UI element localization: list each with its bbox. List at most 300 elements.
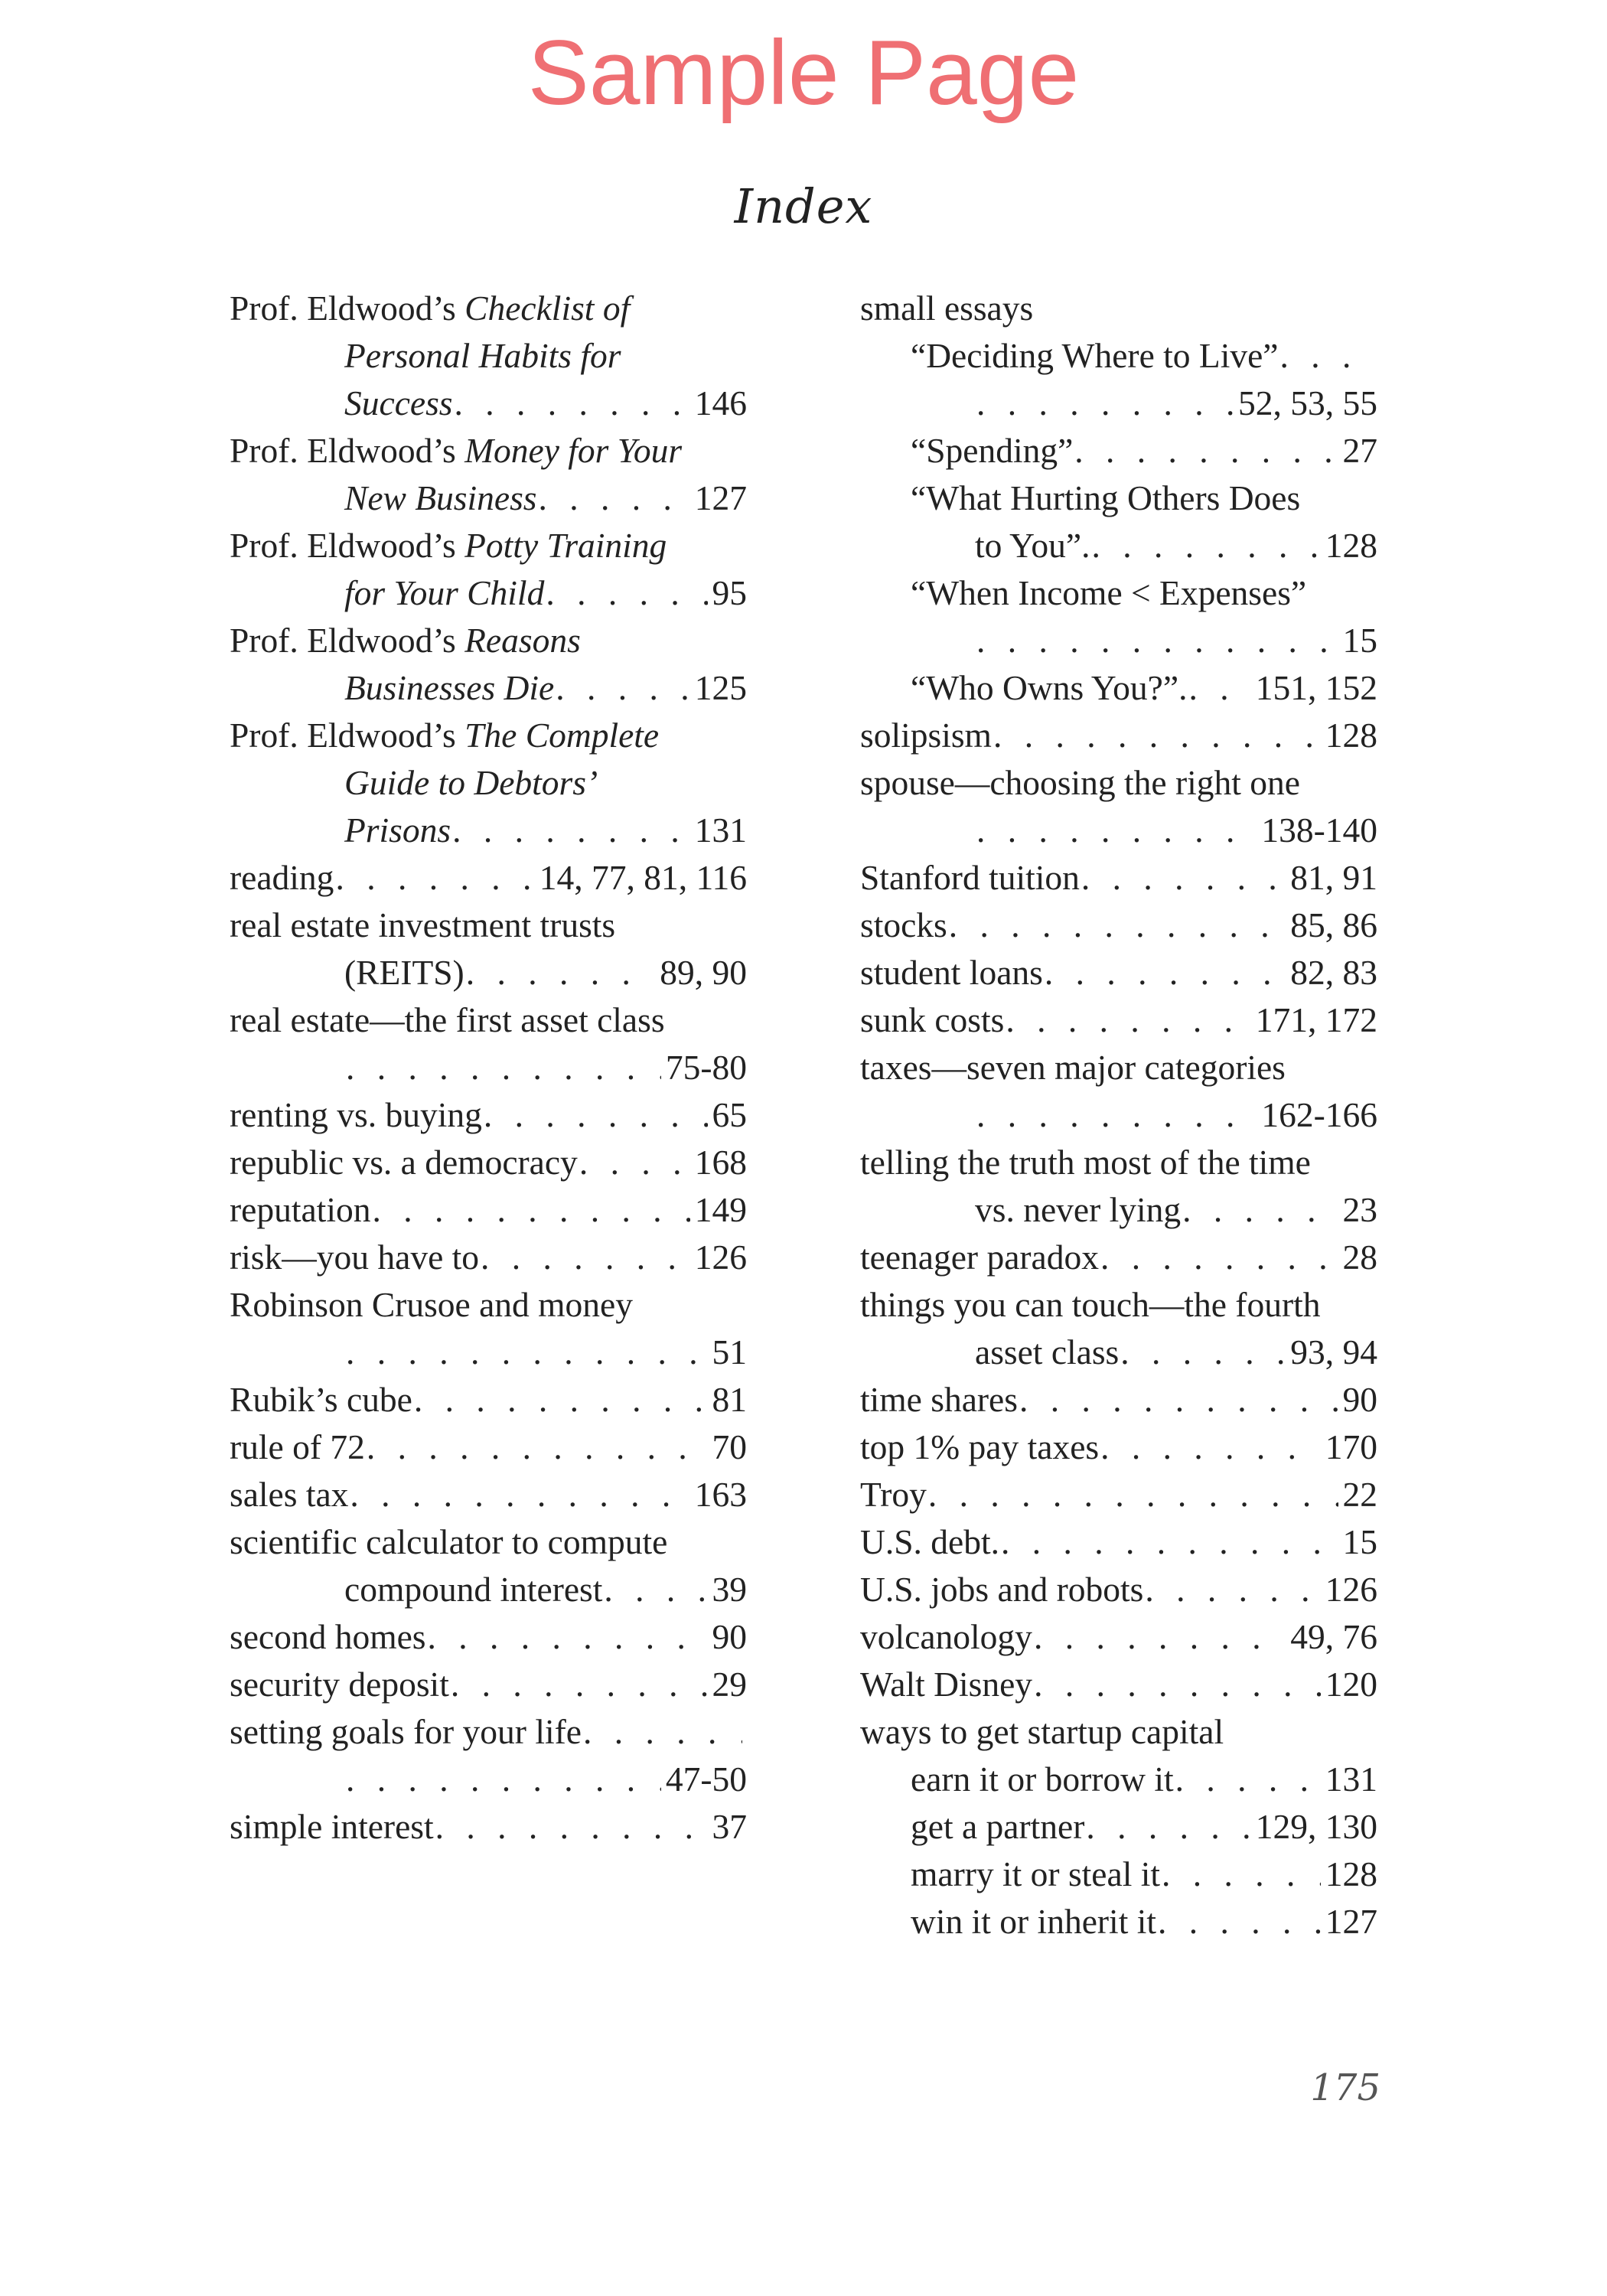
index-term-text: U.S. jobs and robots: [860, 1570, 1144, 1609]
index-line: [860, 902, 1377, 949]
page-reference: 14, 77, 81, 116: [539, 858, 747, 897]
page-reference: 75-80: [665, 1048, 747, 1087]
index-term-text: solipsism: [860, 716, 992, 755]
index-term: [230, 1139, 578, 1186]
index-line: [230, 522, 747, 569]
dot-leader: [1034, 1613, 1286, 1661]
index-term-text: telling the truth most of the time: [860, 1143, 1311, 1182]
index-entry: [230, 1803, 747, 1851]
page-reference: 90: [1342, 1380, 1377, 1419]
index-line: [860, 854, 1377, 902]
index-term-text: to You”.: [975, 526, 1090, 565]
index-column-right: [860, 285, 1377, 1945]
index-entry: [860, 1566, 1377, 1613]
dot-leader: [1091, 522, 1320, 569]
index-line: [230, 854, 747, 902]
index-line: [911, 1851, 1377, 1898]
dot-leader: [481, 1234, 690, 1281]
page-reference: 128: [1325, 1854, 1377, 1893]
index-term-title: Money for Your: [464, 431, 683, 470]
page-reference: 65: [712, 1095, 747, 1134]
dot-leader: [539, 475, 690, 522]
index-entry: [230, 712, 747, 854]
index-term-title: Guide to Debtors’: [344, 763, 598, 802]
index-term-text: sunk costs: [860, 1000, 1005, 1039]
index-subentry: [911, 569, 1377, 664]
index-term: [975, 522, 1090, 569]
index-term-text: real estate—the first asset class: [230, 1000, 665, 1039]
index-term-title: for Your Child: [344, 573, 545, 612]
index-term-text: Prof. Eldwood’s: [230, 431, 465, 470]
dot-leader: [556, 664, 690, 712]
index-term: [911, 1898, 1156, 1945]
index-line: [860, 1566, 1377, 1613]
index-line: [860, 807, 1377, 854]
index-term-text: vs. never lying: [975, 1190, 1182, 1229]
page-reference: 128: [1325, 526, 1377, 565]
index-subentry: [911, 1851, 1377, 1898]
index-line: [230, 1803, 747, 1851]
index-line: [230, 617, 747, 664]
page-reference: 168: [694, 1143, 747, 1182]
index-term-text: asset class: [975, 1332, 1120, 1371]
index-line: [230, 1613, 747, 1661]
index-term: [230, 1613, 426, 1661]
index-term-text: “What Hurting Others Does: [911, 478, 1301, 517]
index-term-text: small essays: [860, 289, 1034, 328]
index-line: [860, 1613, 1377, 1661]
index-line: [230, 427, 747, 475]
index-entry: [230, 1281, 747, 1376]
page-reference: 28: [1342, 1238, 1377, 1277]
index-line: [911, 664, 1377, 712]
index-term-title: Personal Habits for: [344, 336, 621, 375]
dot-leader: [949, 902, 1286, 949]
page-reference: 52, 53, 55: [1238, 383, 1377, 422]
dot-leader: [579, 1139, 690, 1186]
index-line: [911, 617, 1377, 664]
index-term-title: The Complete: [464, 716, 660, 755]
index-term-text: rule of 72: [230, 1427, 365, 1466]
page-reference: 93, 94: [1290, 1332, 1377, 1371]
index-term: [230, 1661, 449, 1708]
index-term-text: republic vs. a democracy: [230, 1143, 578, 1182]
index-entry: [860, 285, 1377, 332]
index-entry: [860, 1376, 1377, 1424]
index-entry: [860, 1471, 1377, 1518]
dot-leader: [976, 380, 1234, 427]
index-line: [911, 427, 1377, 475]
index-entry: [860, 1234, 1377, 1281]
index-term: [344, 807, 451, 854]
index-line: [860, 1234, 1377, 1281]
index-entry: [860, 1708, 1377, 1756]
index-line: [860, 1281, 1377, 1329]
dot-leader: [1188, 664, 1250, 712]
page-title: Index: [734, 178, 873, 234]
dot-leader: [1081, 854, 1286, 902]
index-term: [860, 996, 1004, 1044]
index-term-text: security deposit: [230, 1665, 449, 1704]
page-reference: 15: [1342, 621, 1377, 660]
index-line: [230, 1424, 747, 1471]
index-term-text: “Who Owns You?”.: [911, 668, 1188, 707]
page-reference: 89, 90: [660, 953, 747, 992]
index-entry: [860, 759, 1377, 854]
index-term: [911, 332, 1278, 380]
index-term: [344, 569, 544, 617]
index-line: [860, 1139, 1377, 1186]
index-term-text: reading: [230, 858, 334, 897]
index-line: [230, 759, 747, 807]
index-term: [230, 1518, 667, 1566]
index-term: [230, 1091, 482, 1139]
index-term: [860, 1376, 1018, 1424]
dot-leader: [1100, 1234, 1338, 1281]
page-reference: 126: [694, 1238, 747, 1277]
index-line: [230, 285, 747, 332]
dot-leader: [976, 1091, 1257, 1139]
index-term: [860, 712, 992, 759]
sample-page-watermark: Sample Page: [527, 21, 1080, 124]
index-entry: [860, 854, 1377, 902]
index-line: [230, 1376, 747, 1424]
page-reference: 81: [712, 1380, 747, 1419]
page-reference: 85, 86: [1290, 905, 1377, 944]
index-term: [230, 854, 334, 902]
index-line: [230, 1661, 747, 1708]
index-term-text: Prof. Eldwood’s: [230, 716, 465, 755]
index-line: [860, 1471, 1377, 1518]
dot-leader: [452, 807, 690, 854]
page-reference: 51: [712, 1332, 747, 1371]
page-reference: 127: [694, 478, 747, 517]
page-reference: 131: [694, 810, 747, 850]
index-line: [860, 949, 1377, 996]
index-term-title: Businesses Die: [344, 668, 555, 707]
index-term-text: real estate investment trusts: [230, 905, 616, 944]
index-term-title: New Business: [344, 478, 537, 517]
index-entry: [230, 1376, 747, 1424]
index-term: [230, 902, 615, 949]
index-line: [911, 522, 1377, 569]
index-column-left: [230, 285, 747, 1851]
index-term: [860, 1518, 999, 1566]
page-reference: 90: [712, 1617, 747, 1656]
index-term-text: Prof. Eldwood’s: [230, 289, 465, 328]
index-term: [911, 1851, 1160, 1898]
page-reference: 49, 76: [1290, 1617, 1377, 1656]
dot-leader: [1162, 1851, 1321, 1898]
index-line: [230, 1471, 747, 1518]
index-entry: [860, 1424, 1377, 1471]
dot-leader: [604, 1566, 707, 1613]
index-term: [344, 664, 554, 712]
index-term: [230, 1803, 434, 1851]
dot-leader: [1279, 332, 1373, 380]
index-term: [860, 902, 947, 949]
page-reference: 127: [1325, 1902, 1377, 1941]
index-term: [230, 427, 682, 475]
index-term-text: stocks: [860, 905, 947, 944]
index-entry: [860, 1281, 1377, 1376]
index-entry: [230, 1613, 747, 1661]
dot-leader: [583, 1708, 742, 1756]
index-entry: [230, 1091, 747, 1139]
dot-leader: [414, 1376, 708, 1424]
index-term-text: renting vs. buying: [230, 1095, 482, 1134]
dot-leader: [1100, 1424, 1321, 1471]
dot-leader: [372, 1186, 689, 1234]
index-term-text: earn it or borrow it: [911, 1760, 1174, 1799]
index-term-text: “Spending”: [911, 431, 1074, 470]
index-line: [230, 1234, 747, 1281]
index-term-text: get a partner: [911, 1807, 1085, 1846]
dot-leader: [484, 1091, 708, 1139]
page-reference: 70: [712, 1427, 747, 1466]
page-reference: 22: [1342, 1475, 1377, 1514]
index-term: [860, 1139, 1311, 1186]
index-term: [860, 1424, 1099, 1471]
dot-leader: [451, 1661, 708, 1708]
index-subentry: [911, 1898, 1377, 1945]
index-line: [860, 1091, 1377, 1139]
index-term-text: Rubik’s cube: [230, 1380, 412, 1419]
index-entry: [230, 902, 747, 996]
page-reference: 138-140: [1261, 810, 1377, 850]
index-line: [860, 1376, 1377, 1424]
page-reference: 120: [1325, 1665, 1377, 1704]
index-line: [230, 569, 747, 617]
page-reference: 146: [694, 383, 747, 422]
page-reference: 151, 152: [1255, 668, 1377, 707]
index-line: [911, 1756, 1377, 1803]
index-line: [911, 380, 1377, 427]
page-reference: 170: [1325, 1427, 1377, 1466]
index-term: [860, 759, 1300, 807]
index-entry: [860, 1613, 1377, 1661]
dot-leader: [976, 617, 1338, 664]
index-term-text: “Deciding Where to Live”: [911, 336, 1279, 375]
index-term: [911, 569, 1306, 617]
index-subentry: [911, 664, 1377, 712]
index-term: [344, 949, 464, 996]
index-line: [230, 902, 747, 949]
index-term: [860, 1613, 1032, 1661]
page-reference: 27: [1342, 431, 1377, 470]
index-line: [860, 1424, 1377, 1471]
index-entry: [230, 1471, 747, 1518]
dot-leader: [1074, 427, 1338, 475]
index-entry: [230, 1234, 747, 1281]
page-reference: 163: [694, 1475, 747, 1514]
page-reference: 131: [1325, 1760, 1377, 1799]
index-term-text: U.S. debt.: [860, 1522, 999, 1561]
dot-leader: [1006, 996, 1250, 1044]
index-term: [344, 380, 453, 427]
page-reference: 39: [712, 1570, 747, 1609]
dot-leader: [455, 380, 690, 427]
index-line: [230, 380, 747, 427]
index-line: [230, 996, 747, 1044]
page-number: 175: [1310, 2066, 1380, 2109]
page-reference: 37: [712, 1807, 747, 1846]
page-reference: 162-166: [1261, 1095, 1377, 1134]
index-line: [911, 1803, 1377, 1851]
index-term: [344, 475, 537, 522]
dot-leader: [1158, 1898, 1321, 1945]
index-line: [230, 1044, 747, 1091]
index-line: [860, 1329, 1377, 1376]
index-term-text: Stanford tuition: [860, 858, 1080, 897]
index-entry: [860, 996, 1377, 1044]
index-term: [975, 1329, 1119, 1376]
index-entry: [230, 1661, 747, 1708]
index-entry: [230, 285, 747, 427]
index-term: [230, 1376, 412, 1424]
index-line: [911, 1898, 1377, 1945]
index-term-text: marry it or steal it: [911, 1854, 1160, 1893]
index-line: [230, 1518, 747, 1566]
index-term-text: things you can touch—the fourth: [860, 1285, 1321, 1324]
index-term-title: Reasons: [464, 621, 581, 660]
index-line: [860, 1661, 1377, 1708]
index-entry: [860, 1139, 1377, 1234]
index-entry: [860, 1044, 1377, 1139]
index-term: [975, 1186, 1181, 1234]
index-term: [230, 617, 581, 664]
dot-leader: [976, 807, 1257, 854]
index-term-text: (REITS): [344, 953, 464, 992]
index-line: [230, 712, 747, 759]
page-reference: 81, 91: [1290, 858, 1377, 897]
page-reference: 171, 172: [1255, 1000, 1377, 1039]
index-term-text: second homes: [230, 1617, 426, 1656]
index-term: [230, 1424, 365, 1471]
index-term: [344, 759, 598, 807]
index-term: [911, 475, 1300, 522]
index-term: [911, 1756, 1174, 1803]
dot-leader: [993, 712, 1321, 759]
page-reference: 125: [694, 668, 747, 707]
index-entry: [230, 1139, 747, 1186]
index-line: [860, 1044, 1377, 1091]
index-term: [860, 1281, 1321, 1329]
index-line: [230, 1281, 747, 1329]
index-line: [860, 996, 1377, 1044]
index-line: [230, 807, 747, 854]
index-term-text: compound interest: [344, 1570, 603, 1609]
page-reference: 23: [1342, 1190, 1377, 1229]
index-entry: [230, 854, 747, 902]
dot-leader: [1120, 1329, 1286, 1376]
dot-leader: [346, 1756, 661, 1803]
page-reference: 149: [694, 1190, 747, 1229]
index-entry: [230, 427, 747, 522]
index-term: [230, 1234, 479, 1281]
index-subentry: [911, 475, 1377, 569]
index-line: [911, 332, 1377, 380]
index-term: [230, 712, 659, 759]
dot-leader: [1001, 1518, 1338, 1566]
index-entry: [230, 1424, 747, 1471]
dot-leader: [546, 569, 707, 617]
page-reference: 95: [712, 573, 747, 612]
index-line: [860, 759, 1377, 807]
index-term-text: Prof. Eldwood’s: [230, 621, 465, 660]
index-line: [860, 285, 1377, 332]
index-term-text: scientific calculator to compute: [230, 1522, 668, 1561]
index-term-text: win it or inherit it: [911, 1902, 1156, 1941]
index-entry: [860, 1518, 1377, 1566]
index-term: [860, 1471, 927, 1518]
index-line: [860, 1708, 1377, 1756]
dot-leader: [1145, 1566, 1320, 1613]
index-term: [860, 1044, 1286, 1091]
index-term-text: risk—you have to: [230, 1238, 480, 1277]
index-subentry: [911, 1803, 1377, 1851]
index-term-text: setting goals for your life: [230, 1712, 582, 1751]
page-reference: 15: [1342, 1522, 1377, 1561]
index-entry: [860, 949, 1377, 996]
index-term: [230, 1186, 370, 1234]
index-term-text: reputation: [230, 1190, 371, 1229]
index-term: [860, 1708, 1224, 1756]
index-term-title: Potty Training: [464, 526, 667, 565]
dot-leader: [428, 1613, 708, 1661]
index-line: [230, 1329, 747, 1376]
dot-leader: [1086, 1803, 1250, 1851]
index-term-title: Checklist of: [464, 289, 631, 328]
dot-leader: [346, 1329, 708, 1376]
index-subentry: [911, 332, 1377, 427]
index-term: [911, 427, 1073, 475]
index-line: [230, 1708, 747, 1756]
index-line: [230, 949, 747, 996]
index-term-text: sales tax: [230, 1475, 349, 1514]
index-term-text: Troy: [860, 1475, 927, 1514]
index-line: [911, 569, 1377, 617]
index-term: [230, 1708, 582, 1756]
dot-leader: [1019, 1376, 1338, 1424]
dot-leader: [367, 1424, 708, 1471]
index-term: [344, 332, 621, 380]
index-entry: [230, 996, 747, 1091]
index-term-text: Robinson Crusoe and money: [230, 1285, 634, 1324]
index-term: [860, 1661, 1032, 1708]
page-reference: 29: [712, 1665, 747, 1704]
index-subentry: [911, 427, 1377, 475]
dot-leader: [335, 854, 534, 902]
dot-leader: [466, 949, 656, 996]
dot-leader: [1182, 1186, 1338, 1234]
dot-leader: [350, 1471, 689, 1518]
index-line: [860, 1186, 1377, 1234]
index-term: [230, 522, 667, 569]
index-term-text: spouse—choosing the right one: [860, 763, 1300, 802]
index-entry: [230, 617, 747, 712]
index-entry: [230, 1518, 747, 1613]
index-term-text: ways to get startup capital: [860, 1712, 1224, 1751]
index-term-text: time shares: [860, 1380, 1018, 1419]
index-term: [911, 1803, 1084, 1851]
page-reference: 126: [1325, 1570, 1377, 1609]
dot-leader: [346, 1044, 661, 1091]
index-line: [230, 1756, 747, 1803]
page-reference: 82, 83: [1290, 953, 1377, 992]
index-line: [860, 1518, 1377, 1566]
index-subentry: [911, 1756, 1377, 1803]
